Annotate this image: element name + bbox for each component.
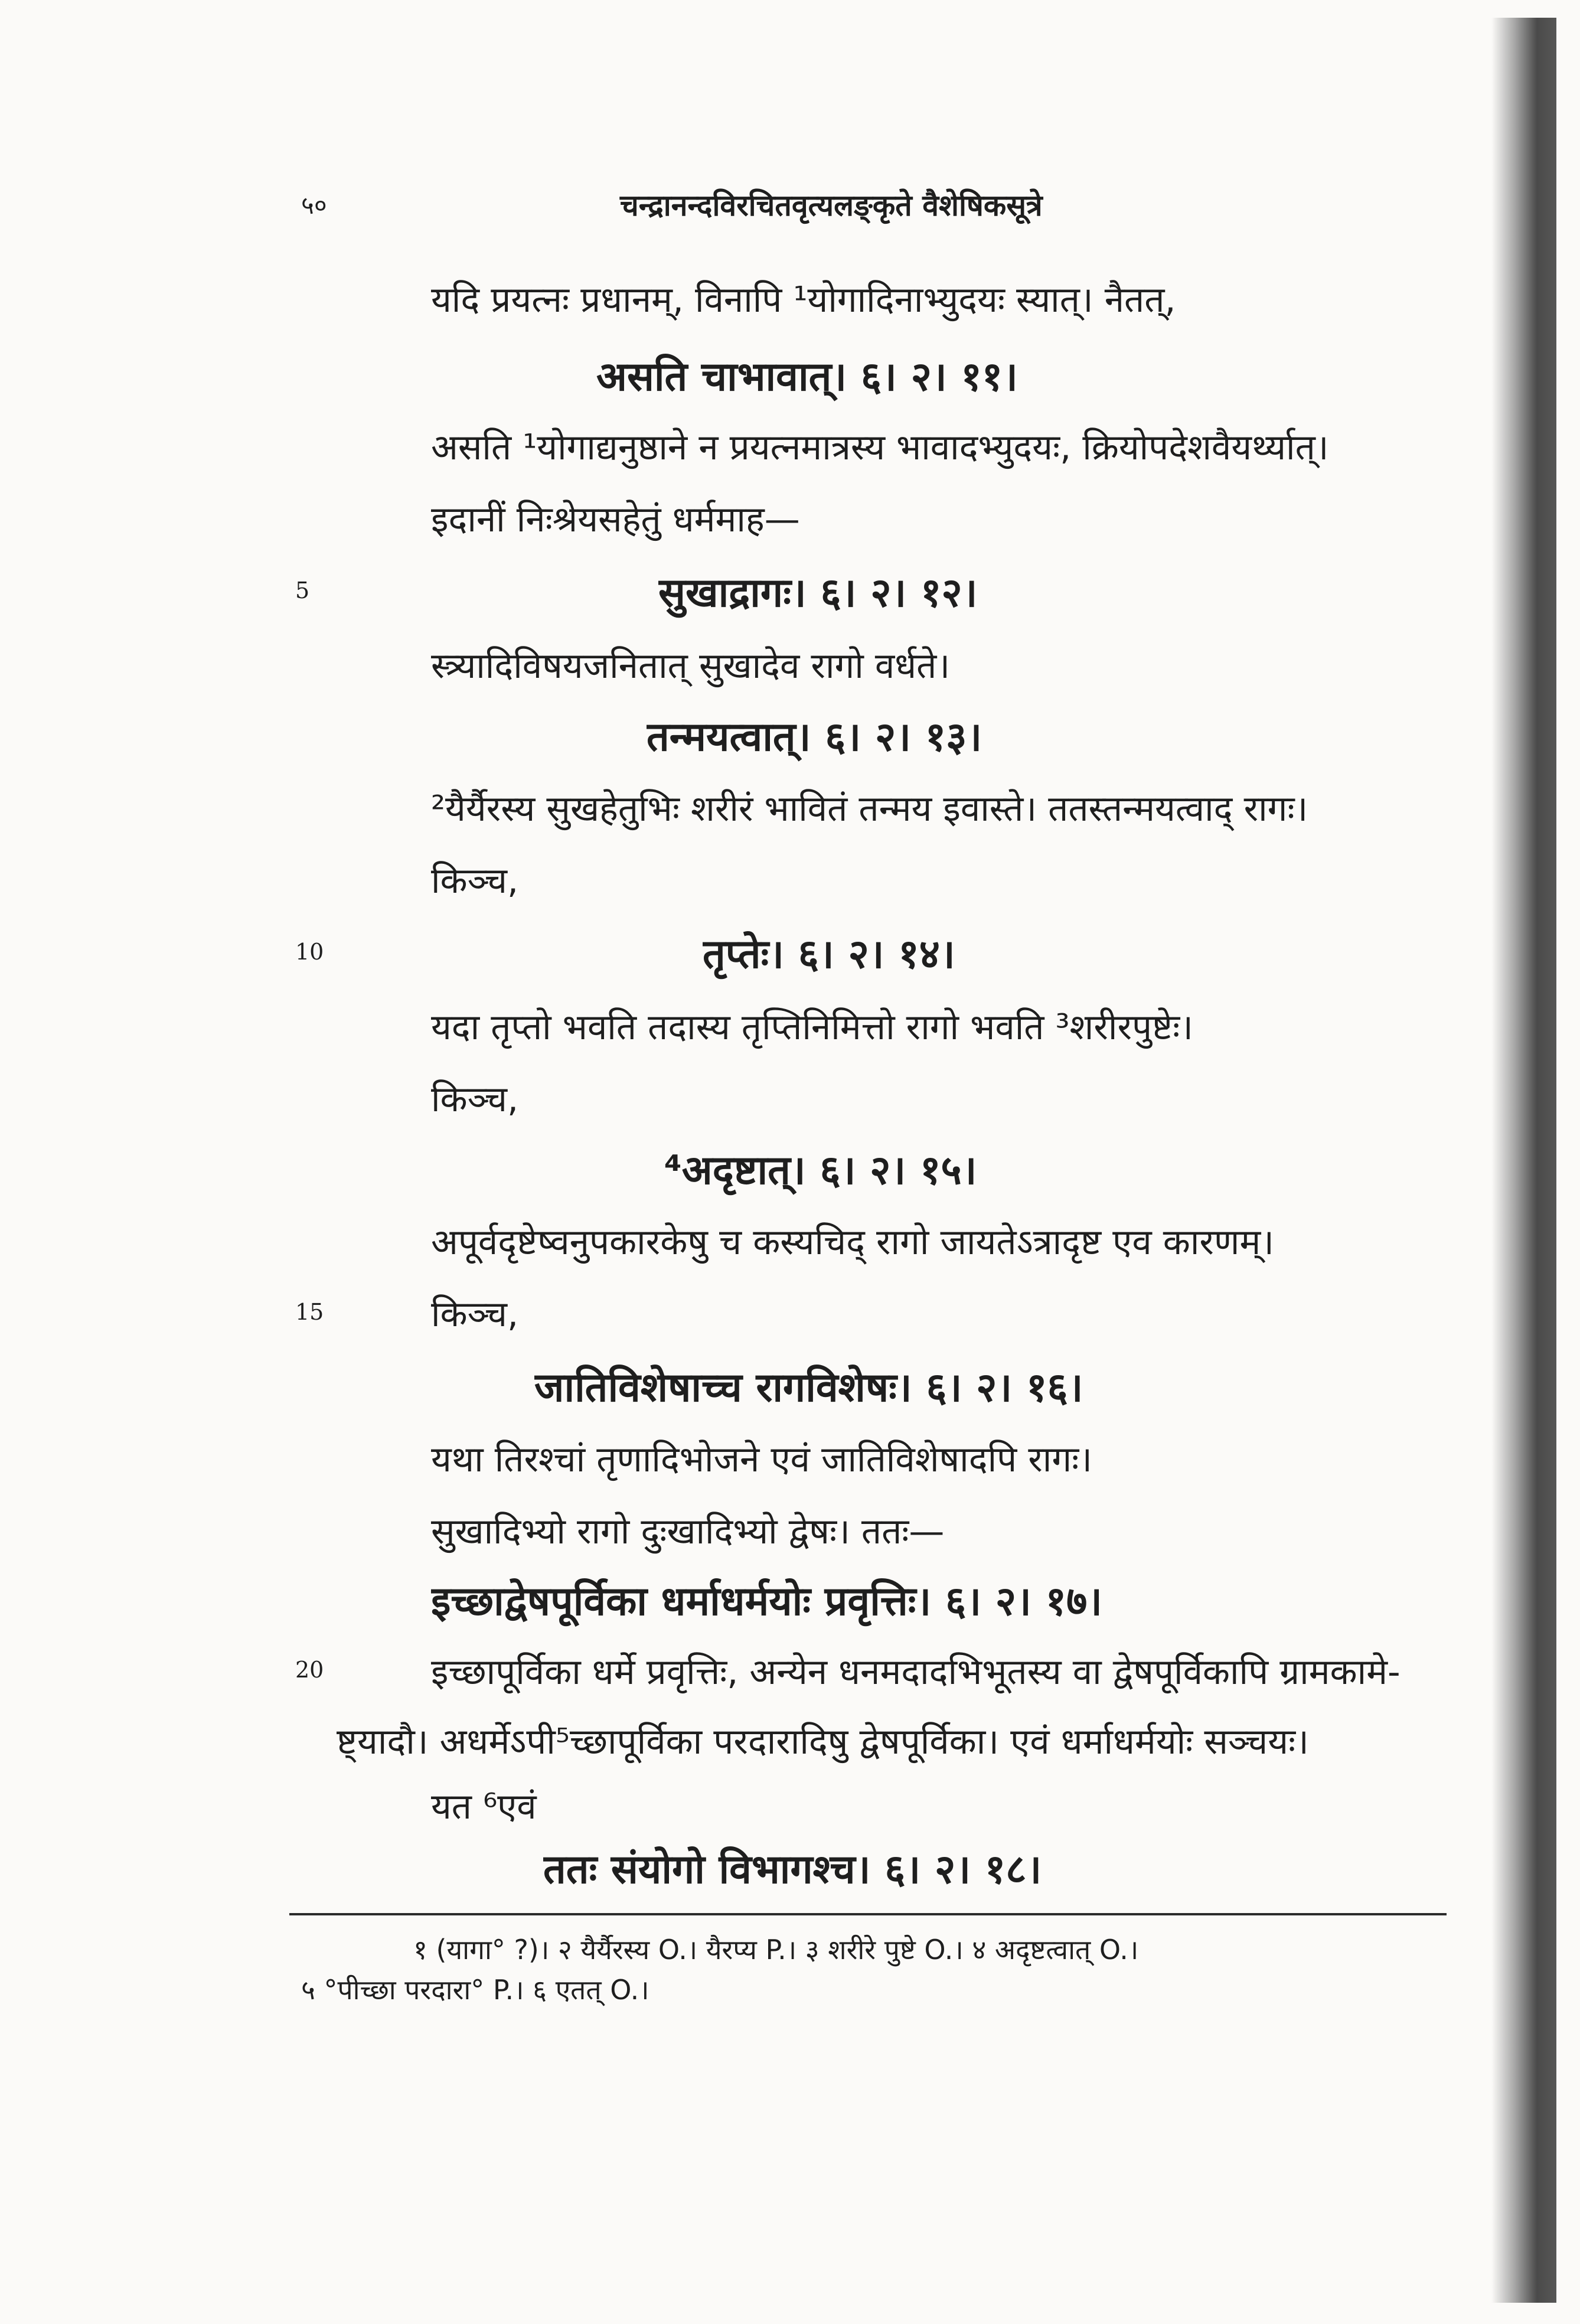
- text-line-11: यथा तिरश्चां तृणादिभोजने एवं जातिविशेषादपि रागः।: [431, 1439, 1092, 1480]
- text-line-8: किञ्च,: [431, 1079, 519, 1120]
- text-line-1: यदि प्रयत्नः प्रधानम्, विनापि ¹योगादिनाभ्युदयः स्यात्। नैतत्,: [431, 279, 1176, 321]
- text-line-9: अपूर्वदृष्टेष्वनुपकारकेषु च कस्यचिद् रागो जायतेऽत्रादृष्ट एव कारणम्।: [431, 1222, 1274, 1263]
- text-line-12: सुखादिभ्यो रागो दुःखादिभ्यो द्वेषः। ततः—: [431, 1511, 945, 1552]
- sutra-6-2-17: इच्छाद्वेषपूर्विका धर्माधर्मयोः प्रवृत्तिः। ६। २। १७।: [431, 1578, 1103, 1625]
- sutra-6-2-18: ततः संयोगो विभागश्च। ६। २। १८।: [543, 1846, 1042, 1893]
- page-number: ५०: [301, 191, 327, 220]
- sutra-6-2-15: ⁴अदृष्टात्। ६। २। १५।: [664, 1147, 977, 1194]
- footnote-line-2: ५ °पीच्छा परदारा° P.। ६ एतत् O.।: [301, 1974, 649, 2006]
- footnote-line-1: १ (यागा° ?)। २ यैर्यैरस्य O.। यैरप्य P.। ३ शरीरे पुष्टे O.। ४ अदृष्टत्वात् O.।: [413, 1934, 1139, 1966]
- text-line-14: ष्ट्यादौ। अधर्मेऽपी⁵च्छापूर्विका परदारादिषु द्वेषपूर्विका। एवं धर्माधर्मयोः सञ्चयः।: [337, 1721, 1309, 1762]
- sutra-6-2-11: असति चाभावात्। ६। २। ११।: [596, 354, 1018, 400]
- page-edge-shadow: [1491, 18, 1556, 2303]
- line-number-5: 5: [295, 577, 310, 603]
- running-title: चन्द्रानन्दविरचितवृत्यलङ्कृते वैशेषिकसूत्रे: [620, 188, 1043, 223]
- text-line-5: ²यैर्यैरस्य सुखहेतुभिः शरीरं भावितं तन्मय इवास्ते। ततस्तन्मयत्वाद् रागः।: [431, 788, 1308, 830]
- text-line-13: इच्छापूर्विका धर्मे प्रवृत्तिः, अन्येन धनमदादभिभूतस्य वा द्वेषपूर्विकापि ग्रामकामे-: [431, 1651, 1401, 1693]
- text-line-7: यदा तृप्तो भवति तदास्य तृप्तिनिमित्तो रागो भवति ³शरीरपुष्टेः।: [431, 1007, 1193, 1048]
- footnote-rule: [289, 1913, 1447, 1915]
- sutra-6-2-12: सुखाद्रागः। ६। २। १२।: [658, 570, 978, 616]
- sutra-6-2-13: तन्मयत्वात्। ६। २। १३।: [647, 714, 982, 760]
- line-number-10: 10: [295, 939, 324, 965]
- text-line-3: इदानीं निःश्रेयसहेतुं धर्ममाह—: [431, 499, 800, 540]
- line-number-20: 20: [295, 1657, 324, 1683]
- line-number-15: 15: [295, 1299, 324, 1325]
- text-line-10: किञ्च,: [431, 1294, 519, 1335]
- sutra-6-2-16: जातिविशेषाच्च रागविशेषः। ६। २। १६।: [534, 1365, 1083, 1411]
- text-line-2: असति ¹योगाद्यनुष्ठाने न प्रयत्नमात्रस्य भावादभ्युदयः, क्रियोपदेशवैयर्थ्यात्।: [431, 427, 1329, 468]
- text-line-4: स्त्र्यादिविषयजनितात् सुखादेव रागो वर्धते।: [431, 645, 951, 687]
- text-line-6: किञ्च,: [431, 860, 519, 902]
- sutra-6-2-14: तृप्तेः। ६। २। १४।: [703, 931, 955, 978]
- text-line-15: यत ⁶एवं: [431, 1786, 537, 1827]
